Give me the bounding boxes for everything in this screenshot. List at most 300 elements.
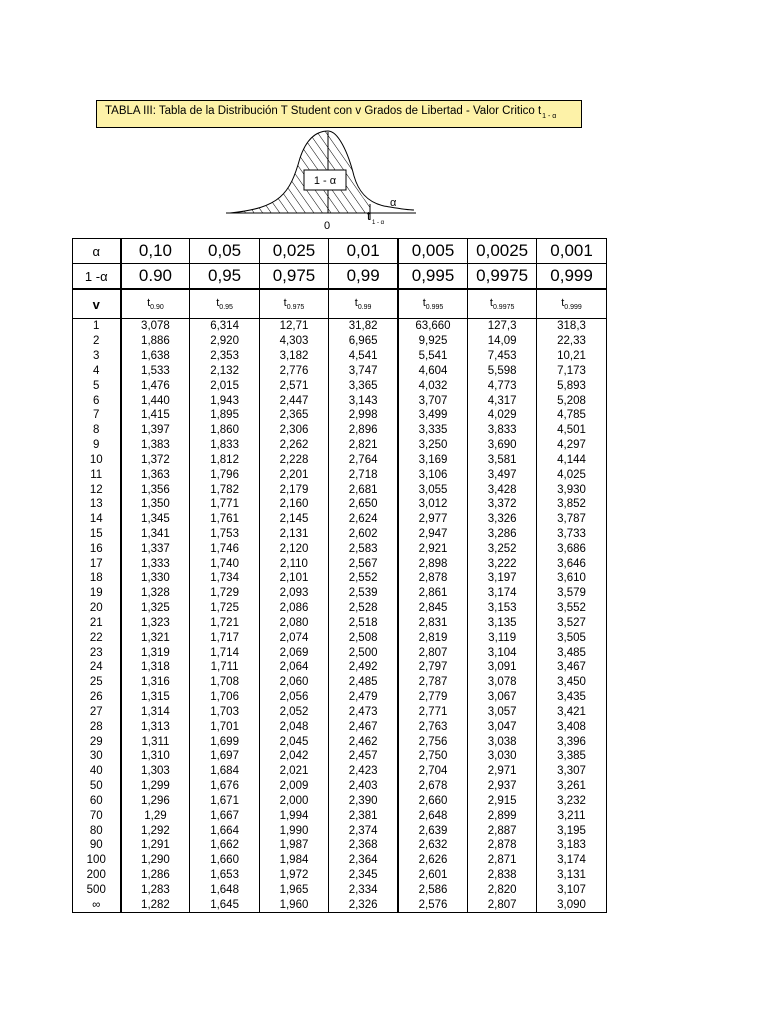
df-cell: 500 bbox=[73, 882, 121, 897]
value-cell: 1,717 bbox=[190, 630, 259, 645]
alpha-value: 0,05 bbox=[190, 239, 259, 264]
value-cell: 2,601 bbox=[398, 868, 467, 883]
table-row bbox=[73, 719, 607, 734]
value-cell: 2,660 bbox=[398, 794, 467, 809]
t-distribution-table bbox=[72, 238, 607, 913]
value-cell: 3,686 bbox=[537, 541, 606, 556]
value-cell: 2,467 bbox=[329, 719, 398, 734]
value-cell: 1,372 bbox=[121, 452, 190, 467]
value-cell: 1,960 bbox=[259, 897, 328, 912]
value-cell: 2,878 bbox=[398, 571, 467, 586]
table-row bbox=[73, 675, 607, 690]
t-symbol: t bbox=[216, 297, 220, 309]
value-cell: 3,182 bbox=[259, 349, 328, 364]
value-cell: 3,197 bbox=[467, 571, 536, 586]
df-cell: 20 bbox=[73, 601, 121, 616]
value-cell: 1,645 bbox=[190, 897, 259, 912]
alpha-value: 0,025 bbox=[259, 239, 328, 264]
value-cell: 2,704 bbox=[398, 764, 467, 779]
t-symbol: t bbox=[489, 297, 493, 309]
value-cell: 4,501 bbox=[537, 423, 606, 438]
value-cell: 1,319 bbox=[121, 645, 190, 660]
df-cell: 9 bbox=[73, 438, 121, 453]
value-cell: 2,179 bbox=[259, 482, 328, 497]
value-cell: 3,707 bbox=[398, 393, 467, 408]
value-cell: 1,476 bbox=[121, 378, 190, 393]
value-cell: 2,718 bbox=[329, 467, 398, 482]
value-cell: 2,567 bbox=[329, 556, 398, 571]
value-cell: 31,82 bbox=[329, 319, 398, 334]
value-cell: 2,306 bbox=[259, 423, 328, 438]
value-cell: 3,090 bbox=[537, 897, 606, 912]
table-row bbox=[73, 349, 607, 364]
value-cell: 3,211 bbox=[537, 808, 606, 823]
value-cell: 3,169 bbox=[398, 452, 467, 467]
value-cell: 3,091 bbox=[467, 660, 536, 675]
value-cell: 2,971 bbox=[467, 764, 536, 779]
value-cell: 3,131 bbox=[537, 868, 606, 883]
t-symbol: t bbox=[147, 297, 151, 309]
value-cell: 4,025 bbox=[537, 467, 606, 482]
table-row bbox=[73, 705, 607, 720]
value-cell: 2,807 bbox=[398, 645, 467, 660]
value-cell: 3,497 bbox=[467, 467, 536, 482]
value-cell: 3,119 bbox=[467, 630, 536, 645]
df-cell: 29 bbox=[73, 734, 121, 749]
value-cell: 1,990 bbox=[259, 823, 328, 838]
df-cell: 23 bbox=[73, 645, 121, 660]
t-symbol: t bbox=[422, 297, 426, 309]
alpha-label: α bbox=[73, 239, 121, 264]
value-cell: 2,052 bbox=[259, 705, 328, 720]
t-subscript: 0.995 bbox=[425, 304, 444, 311]
title-text: TABLA III: Tabla de la Distribución T Student con v Grados de Libertad - Valor Critico t bbox=[105, 105, 542, 117]
table-row bbox=[73, 438, 607, 453]
value-cell: 2,326 bbox=[329, 897, 398, 912]
value-cell: 2,887 bbox=[467, 823, 536, 838]
value-cell: 1,664 bbox=[190, 823, 259, 838]
value-cell: 1,350 bbox=[121, 497, 190, 512]
value-cell: 1,356 bbox=[121, 482, 190, 497]
t-header-cell bbox=[329, 289, 398, 319]
alpha-value: 0,001 bbox=[537, 239, 606, 264]
value-cell: 3,047 bbox=[467, 719, 536, 734]
value-cell: 3,552 bbox=[537, 601, 606, 616]
value-cell: 2,624 bbox=[329, 512, 398, 527]
table-row bbox=[73, 779, 607, 794]
value-cell: 2,345 bbox=[329, 868, 398, 883]
value-cell: 3,787 bbox=[537, 512, 606, 527]
t-subscript: 0.99 bbox=[357, 304, 372, 311]
df-cell: 90 bbox=[73, 838, 121, 853]
value-cell: 2,797 bbox=[398, 660, 467, 675]
value-cell: 1,746 bbox=[190, 541, 259, 556]
table-row bbox=[73, 882, 607, 897]
value-cell: 1,341 bbox=[121, 527, 190, 542]
zero-label: 0 bbox=[323, 220, 331, 232]
t-symbol: t bbox=[354, 297, 358, 309]
value-cell: 3,232 bbox=[537, 794, 606, 809]
value-cell: 1,296 bbox=[121, 794, 190, 809]
value-cell: 3,499 bbox=[398, 408, 467, 423]
value-cell: 1,345 bbox=[121, 512, 190, 527]
value-cell: 3,261 bbox=[537, 779, 606, 794]
value-cell: 2,132 bbox=[190, 363, 259, 378]
value-cell: 1,984 bbox=[259, 853, 328, 868]
value-cell: 3,581 bbox=[467, 452, 536, 467]
alpha-value: 0,10 bbox=[121, 239, 190, 264]
value-cell: 3,690 bbox=[467, 438, 536, 453]
value-cell: 2,201 bbox=[259, 467, 328, 482]
value-cell: 3,286 bbox=[467, 527, 536, 542]
df-cell: 2 bbox=[73, 334, 121, 349]
value-cell: 2,586 bbox=[398, 882, 467, 897]
value-cell: 2,120 bbox=[259, 541, 328, 556]
value-cell: 2,381 bbox=[329, 808, 398, 823]
value-cell: 1,708 bbox=[190, 675, 259, 690]
value-cell: 3,610 bbox=[537, 571, 606, 586]
value-cell: 1,363 bbox=[121, 467, 190, 482]
title-subscript: 1 - α bbox=[542, 113, 557, 120]
value-cell: 318,3 bbox=[537, 319, 606, 334]
value-cell: 2,750 bbox=[398, 749, 467, 764]
table-row bbox=[73, 571, 607, 586]
value-cell: 2,831 bbox=[398, 616, 467, 631]
value-cell: 1,311 bbox=[121, 734, 190, 749]
value-cell: 1,753 bbox=[190, 527, 259, 542]
df-cell: 19 bbox=[73, 586, 121, 601]
value-cell: 2,756 bbox=[398, 734, 467, 749]
table-row bbox=[73, 897, 607, 912]
value-cell: 14,09 bbox=[467, 334, 536, 349]
value-cell: 2,364 bbox=[329, 853, 398, 868]
table-title bbox=[96, 100, 582, 128]
value-cell: 1,714 bbox=[190, 645, 259, 660]
value-cell: 3,135 bbox=[467, 616, 536, 631]
value-cell: 4,785 bbox=[537, 408, 606, 423]
df-cell: 24 bbox=[73, 660, 121, 675]
value-cell: 1,699 bbox=[190, 734, 259, 749]
df-cell: 7 bbox=[73, 408, 121, 423]
value-cell: 2,000 bbox=[259, 794, 328, 809]
value-cell: 2,921 bbox=[398, 541, 467, 556]
value-cell: 3,467 bbox=[537, 660, 606, 675]
value-cell: 4,604 bbox=[398, 363, 467, 378]
table-row bbox=[73, 660, 607, 675]
value-cell: 3,038 bbox=[467, 734, 536, 749]
value-cell: 3,252 bbox=[467, 541, 536, 556]
value-cell: 6,314 bbox=[190, 319, 259, 334]
table-row bbox=[73, 823, 607, 838]
value-cell: 2,977 bbox=[398, 512, 467, 527]
value-cell: 1,648 bbox=[190, 882, 259, 897]
value-cell: 3,174 bbox=[467, 586, 536, 601]
value-cell: 2,368 bbox=[329, 838, 398, 853]
value-cell: 1,328 bbox=[121, 586, 190, 601]
df-cell: 11 bbox=[73, 467, 121, 482]
table-body bbox=[73, 239, 607, 913]
table-row bbox=[73, 601, 607, 616]
value-cell: 2,403 bbox=[329, 779, 398, 794]
value-cell: 2,131 bbox=[259, 527, 328, 542]
value-cell: 1,667 bbox=[190, 808, 259, 823]
value-cell: 4,317 bbox=[467, 393, 536, 408]
value-cell: 1,440 bbox=[121, 393, 190, 408]
value-cell: 1,313 bbox=[121, 719, 190, 734]
value-cell: 2,571 bbox=[259, 378, 328, 393]
df-cell: 18 bbox=[73, 571, 121, 586]
value-cell: 1,638 bbox=[121, 349, 190, 364]
value-cell: 3,106 bbox=[398, 467, 467, 482]
df-cell: 28 bbox=[73, 719, 121, 734]
value-cell: 2,648 bbox=[398, 808, 467, 823]
value-cell: 3,450 bbox=[537, 675, 606, 690]
value-cell: 1,711 bbox=[190, 660, 259, 675]
value-cell: 5,541 bbox=[398, 349, 467, 364]
value-cell: 3,104 bbox=[467, 645, 536, 660]
value-cell: 1,310 bbox=[121, 749, 190, 764]
table-row bbox=[73, 645, 607, 660]
value-cell: 4,029 bbox=[467, 408, 536, 423]
alpha-value: 0,005 bbox=[398, 239, 467, 264]
df-cell: 13 bbox=[73, 497, 121, 512]
value-cell: 2,602 bbox=[329, 527, 398, 542]
df-cell: 27 bbox=[73, 705, 121, 720]
value-cell: 3,408 bbox=[537, 719, 606, 734]
value-cell: 1,337 bbox=[121, 541, 190, 556]
t-subscript: 0.90 bbox=[150, 304, 164, 311]
value-cell: 1,782 bbox=[190, 482, 259, 497]
value-cell: 2,899 bbox=[467, 808, 536, 823]
value-cell: 2,101 bbox=[259, 571, 328, 586]
table-row bbox=[73, 512, 607, 527]
value-cell: 2,110 bbox=[259, 556, 328, 571]
value-cell: 2,492 bbox=[329, 660, 398, 675]
value-cell: 1,725 bbox=[190, 601, 259, 616]
alpha-row bbox=[73, 239, 607, 264]
value-cell: 2,015 bbox=[190, 378, 259, 393]
value-cell: 1,701 bbox=[190, 719, 259, 734]
value-cell: 3,030 bbox=[467, 749, 536, 764]
value-cell: 1,286 bbox=[121, 868, 190, 883]
value-cell: 63,660 bbox=[398, 319, 467, 334]
t-header-cell bbox=[537, 289, 606, 319]
value-cell: 2,009 bbox=[259, 779, 328, 794]
value-cell: 1,299 bbox=[121, 779, 190, 794]
value-cell: 3,852 bbox=[537, 497, 606, 512]
value-cell: 3,747 bbox=[329, 363, 398, 378]
value-cell: 1,533 bbox=[121, 363, 190, 378]
table-row bbox=[73, 334, 607, 349]
value-cell: 2,821 bbox=[329, 438, 398, 453]
value-cell: 1,972 bbox=[259, 868, 328, 883]
table-row bbox=[73, 541, 607, 556]
value-cell: 3,055 bbox=[398, 482, 467, 497]
df-cell: 21 bbox=[73, 616, 121, 631]
value-cell: 3,485 bbox=[537, 645, 606, 660]
value-cell: 1,291 bbox=[121, 838, 190, 853]
value-cell: 1,886 bbox=[121, 334, 190, 349]
value-cell: 2,045 bbox=[259, 734, 328, 749]
confidence-value: 0,99 bbox=[329, 264, 398, 290]
value-cell: 3,195 bbox=[537, 823, 606, 838]
value-cell: 2,485 bbox=[329, 675, 398, 690]
value-cell: 2,947 bbox=[398, 527, 467, 542]
df-cell: 26 bbox=[73, 690, 121, 705]
value-cell: 1,321 bbox=[121, 630, 190, 645]
value-cell: 2,915 bbox=[467, 794, 536, 809]
value-cell: 2,776 bbox=[259, 363, 328, 378]
value-cell: 2,060 bbox=[259, 675, 328, 690]
value-cell: 2,528 bbox=[329, 601, 398, 616]
value-cell: 2,639 bbox=[398, 823, 467, 838]
value-cell: 3,250 bbox=[398, 438, 467, 453]
value-cell: 7,453 bbox=[467, 349, 536, 364]
value-cell: 2,508 bbox=[329, 630, 398, 645]
shaded-area bbox=[230, 131, 370, 213]
value-cell: 3,174 bbox=[537, 853, 606, 868]
t-header-cell bbox=[398, 289, 467, 319]
value-cell: 1,965 bbox=[259, 882, 328, 897]
value-cell: 3,107 bbox=[537, 882, 606, 897]
df-cell: 30 bbox=[73, 749, 121, 764]
df-cell: 15 bbox=[73, 527, 121, 542]
value-cell: 2,042 bbox=[259, 749, 328, 764]
value-cell: 2,479 bbox=[329, 690, 398, 705]
value-cell: 1,316 bbox=[121, 675, 190, 690]
value-cell: 1,29 bbox=[121, 808, 190, 823]
table-row bbox=[73, 423, 607, 438]
t-header-cell bbox=[259, 289, 328, 319]
value-cell: 1,303 bbox=[121, 764, 190, 779]
table-row bbox=[73, 319, 607, 334]
confidence-label: 1 -α bbox=[73, 264, 121, 290]
value-cell: 3,733 bbox=[537, 527, 606, 542]
value-cell: 1,721 bbox=[190, 616, 259, 631]
value-cell: 4,144 bbox=[537, 452, 606, 467]
value-cell: 1,771 bbox=[190, 497, 259, 512]
value-cell: 4,297 bbox=[537, 438, 606, 453]
value-cell: 3,428 bbox=[467, 482, 536, 497]
value-cell: 2,678 bbox=[398, 779, 467, 794]
value-cell: 2,871 bbox=[467, 853, 536, 868]
df-cell: 1 bbox=[73, 319, 121, 334]
value-cell: 1,671 bbox=[190, 794, 259, 809]
value-cell: 3,335 bbox=[398, 423, 467, 438]
value-cell: 2,048 bbox=[259, 719, 328, 734]
value-cell: 1,684 bbox=[190, 764, 259, 779]
df-cell: 17 bbox=[73, 556, 121, 571]
t-header-row bbox=[73, 289, 607, 319]
value-cell: 2,681 bbox=[329, 482, 398, 497]
df-cell: 4 bbox=[73, 363, 121, 378]
value-cell: 1,796 bbox=[190, 467, 259, 482]
value-cell: 1,660 bbox=[190, 853, 259, 868]
table-row bbox=[73, 452, 607, 467]
value-cell: 2,080 bbox=[259, 616, 328, 631]
table-row bbox=[73, 749, 607, 764]
df-cell: ∞ bbox=[73, 897, 121, 912]
value-cell: 10,21 bbox=[537, 349, 606, 364]
value-cell: 1,706 bbox=[190, 690, 259, 705]
df-cell: 8 bbox=[73, 423, 121, 438]
value-cell: 12,71 bbox=[259, 319, 328, 334]
value-cell: 3,012 bbox=[398, 497, 467, 512]
value-cell: 2,552 bbox=[329, 571, 398, 586]
value-cell: 2,423 bbox=[329, 764, 398, 779]
value-cell: 2,898 bbox=[398, 556, 467, 571]
value-cell: 2,820 bbox=[467, 882, 536, 897]
value-cell: 3,307 bbox=[537, 764, 606, 779]
value-cell: 3,153 bbox=[467, 601, 536, 616]
table-row bbox=[73, 794, 607, 809]
confidence-value: 0,975 bbox=[259, 264, 328, 290]
df-cell: 3 bbox=[73, 349, 121, 364]
value-cell: 2,920 bbox=[190, 334, 259, 349]
value-cell: 3,385 bbox=[537, 749, 606, 764]
value-cell: 2,937 bbox=[467, 779, 536, 794]
t-symbol: t bbox=[283, 297, 287, 309]
table-row bbox=[73, 497, 607, 512]
value-cell: 1,397 bbox=[121, 423, 190, 438]
value-cell: 2,160 bbox=[259, 497, 328, 512]
table-row bbox=[73, 378, 607, 393]
value-cell: 2,539 bbox=[329, 586, 398, 601]
value-cell: 1,330 bbox=[121, 571, 190, 586]
table-row bbox=[73, 853, 607, 868]
table-row bbox=[73, 808, 607, 823]
value-cell: 2,500 bbox=[329, 645, 398, 660]
value-cell: 3,435 bbox=[537, 690, 606, 705]
value-cell: 1,314 bbox=[121, 705, 190, 720]
table-row bbox=[73, 630, 607, 645]
table-row bbox=[73, 690, 607, 705]
value-cell: 3,183 bbox=[537, 838, 606, 853]
value-cell: 1,987 bbox=[259, 838, 328, 853]
value-cell: 2,390 bbox=[329, 794, 398, 809]
value-cell: 3,833 bbox=[467, 423, 536, 438]
t-subscript: 0.95 bbox=[219, 304, 233, 311]
value-cell: 1,833 bbox=[190, 438, 259, 453]
value-cell: 3,222 bbox=[467, 556, 536, 571]
value-cell: 2,861 bbox=[398, 586, 467, 601]
value-cell: 2,779 bbox=[398, 690, 467, 705]
value-cell: 3,930 bbox=[537, 482, 606, 497]
value-cell: 1,729 bbox=[190, 586, 259, 601]
value-cell: 4,303 bbox=[259, 334, 328, 349]
value-cell: 1,895 bbox=[190, 408, 259, 423]
df-cell: 70 bbox=[73, 808, 121, 823]
value-cell: 1,703 bbox=[190, 705, 259, 720]
value-cell: 1,740 bbox=[190, 556, 259, 571]
value-cell: 2,457 bbox=[329, 749, 398, 764]
confidence-value: 0,995 bbox=[398, 264, 467, 290]
table-row bbox=[73, 764, 607, 779]
value-cell: 2,093 bbox=[259, 586, 328, 601]
value-cell: 1,323 bbox=[121, 616, 190, 631]
v-label: v bbox=[73, 289, 121, 319]
value-cell: 7,173 bbox=[537, 363, 606, 378]
confidence-value: 0,9975 bbox=[467, 264, 536, 290]
value-cell: 4,032 bbox=[398, 378, 467, 393]
value-cell: 3,505 bbox=[537, 630, 606, 645]
table-row bbox=[73, 556, 607, 571]
value-cell: 2,763 bbox=[398, 719, 467, 734]
value-cell: 2,021 bbox=[259, 764, 328, 779]
value-cell: 2,334 bbox=[329, 882, 398, 897]
value-cell: 2,228 bbox=[259, 452, 328, 467]
table-row bbox=[73, 586, 607, 601]
